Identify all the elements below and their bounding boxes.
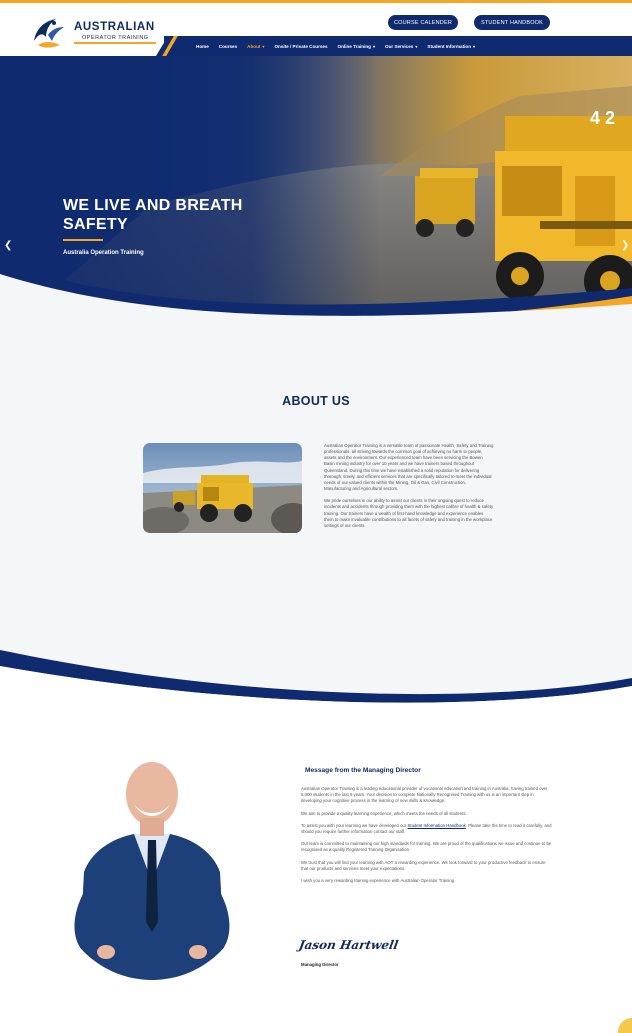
about-text (324, 443, 494, 535)
about-section (0, 336, 632, 666)
course-calendar-button[interactable]: COURSE CALENDER (388, 15, 458, 30)
chevron-down-icon: ▾ (262, 43, 265, 49)
chevron-down-icon: ▾ (473, 43, 476, 49)
student-handbook-link[interactable]: Student Information Handbook (407, 822, 466, 828)
site-logo[interactable] (30, 11, 170, 51)
director-role: Managing Director (301, 962, 339, 967)
logo-subtitle: OPERATOR TRAINING (82, 35, 149, 41)
nav-item-online-training[interactable] (338, 44, 375, 49)
about-paragraph-1: Australian Operator Training is a versatile team of passionate Health, Safety and Training professionals, all striving towards the common goal of achieving no harm to people, assets and the environment. Our experienced team have been servicing the Bowen Basin mining industry for over 10 years and we have trainers based throughout Queensland. During this time we have established a solid reputation for delivering thorough, timely, and efficient services that are specifically tailored to meet the individual needs of our valued clients within the Mining, Oil & Gas, Civil Construction, Manufacturing and Agricultural sectors. (324, 443, 494, 492)
logo-title: AUSTRALIAN (74, 21, 155, 33)
nav-item-label: Home (196, 43, 209, 49)
nav-item-our-services[interactable] (385, 44, 417, 49)
managing-director-photo (58, 752, 246, 984)
hero-slider (0, 56, 632, 336)
about-paragraph-2: We pride ourselves in our ability to assist our clients in their ongoing quest to reduce incidents and accidents through providing them with the highest calibre of health & safety training. Our trainers have a wealth of first-hand knowledge and experience enables them to make invaluable contributions to all facets of safety and training in the workplace settings of our clients. (324, 498, 494, 528)
about-truck-image (143, 443, 302, 533)
director-paragraph-6: I wish you a very rewarding training experience with Australian Operator Training (301, 878, 455, 884)
about-title: ABOUT US (282, 394, 350, 408)
nav-item-home[interactable] (196, 44, 209, 49)
director-message (301, 786, 553, 890)
hero-subtitle: Australia Operation Training (63, 250, 144, 256)
chevron-down-icon: ▾ (415, 43, 418, 49)
nav-item-student-information[interactable] (427, 44, 475, 49)
nav-item-label: Courses (218, 43, 238, 49)
chevron-left-icon[interactable]: ❮ (4, 240, 13, 251)
nav-item-label: Online Training (337, 43, 371, 49)
hero-title-underline (63, 239, 103, 241)
director-signature: Jason Hartwell (297, 938, 400, 952)
director-paragraph-3 (301, 823, 553, 835)
director-portrait (58, 752, 246, 984)
nav-item-label: Onsite / Private Courses (274, 43, 328, 49)
hero-title: WE LIVE AND BREATH SAFETY (63, 197, 243, 233)
director-paragraph-1: Australian Operator Training is a leading educational provider of vocational education and training in Australia, having trained over 5,000 students in the last 5 years. Your decision to complete Nationally Recognised Training with us is an important step in developing your cognitive process in the learning of new skills & knowledge. (301, 786, 548, 804)
nav-item-label: About (247, 43, 261, 49)
chevron-right-icon[interactable]: ❯ (621, 240, 630, 251)
nav-item-label: Our Services (385, 43, 414, 49)
nav-item-about[interactable] (247, 44, 264, 49)
director-paragraph-3-text-a: To assist you with your learning we have developed our (301, 822, 408, 828)
main-nav (196, 36, 475, 56)
section-wave-divider (0, 620, 632, 710)
nav-item-label: Student Information (427, 43, 472, 49)
mining-truck-photo (143, 443, 302, 533)
corner-accent (618, 1018, 632, 1033)
director-paragraph-4: Our team is committed to maintaining our high standards for training. We are proud of the qualifications we issue and continue to be recognised as a quality Registered Training Organisation. (301, 841, 552, 853)
nav-item-onsite-private-courses[interactable] (274, 44, 327, 49)
director-heading: Message from the Managing Director (305, 767, 421, 774)
logo-underline (74, 42, 156, 44)
director-paragraph-3-text-b: . Please take the time to read it carefully, and should you require further information contact our staff. (301, 822, 552, 835)
student-handbook-button[interactable]: STUDENT HANDBOOK (474, 15, 550, 30)
logo-bird-icon (30, 11, 66, 51)
nav-item-courses[interactable] (219, 44, 237, 49)
director-paragraph-5: We trust that you will find your learning with AOT a rewarding experience. We look forward to your productive feedback to ensure that our products and services meet your expectations. (301, 859, 546, 871)
director-paragraph-2: We aim to provide a quality learning experience, which meets the needs of all students. (301, 810, 467, 816)
chevron-down-icon: ▾ (372, 43, 375, 49)
